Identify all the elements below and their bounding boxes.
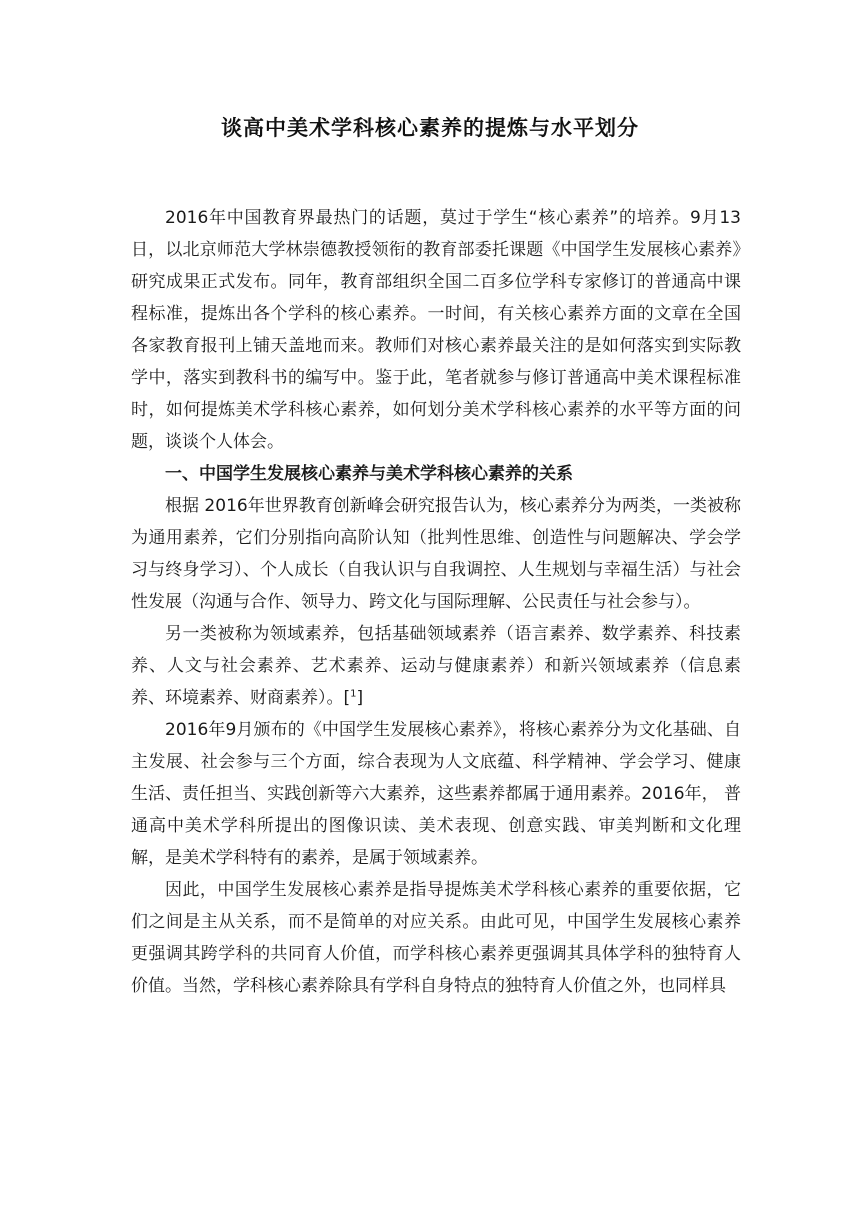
citation-close: ] [356, 688, 364, 708]
paragraph-general-literacy: 根据 2016年世界教育创新峰会研究报告认为，核心素养分为两类，一类被称为通用素养，它们分别指向高阶认知（批判性思维、创造性与问题解决、学会学习与终身学习）、个人成长（自我认识与自我调控、人生规划与幸福生活）与社会性发展（沟通与合作、领导力、跨文化与国际理解、公民责任与社会参与）。 [131, 496, 741, 612]
paragraph-conclusion: 因此，中国学生发展核心素养是指导提炼美术学科核心素养的重要依据，它们之间是主从关系，而不是简单的对应关系。由此可见，中国学生发展核心素养更强调其跨学科的共同育人价值，而学科核心素养更强调其具体学科的独特育人价值。当然，学科核心素养除具有学科自身特点的独特育人价值之外，也同样具 [131, 880, 741, 996]
paragraph-core-literacy-2016: 2016年9月颁布的《中国学生发展核心素养》，将核心素养分为文化基础、自主发展、社会参与三个方面，综合表现为人文底蕴、科学精神、学会学习、健康生活、责任担当、实践创新等六大素养，这些素养都属于通用素养。2016年， 普通高中美术学科所提出的图像识读、美术表现、创意实践、审美判断和文化理解，是美术学科特有的素养，是属于领域素养。 [131, 720, 741, 868]
paragraph-domain-literacy-text: 另一类被称为领域素养，包括基础领域素养（语言素养、数学素养、科技素养、人文与社会素养、艺术素养、运动与健康素养）和新兴领域素养（信息素养、环境素养、财商素养）。[ [131, 624, 741, 708]
citation-ref[interactable]: 1 [350, 688, 357, 700]
document-body [131, 202, 741, 1002]
document-title: 谈高中美术学科核心素养的提炼与水平划分 [221, 116, 639, 140]
paragraph-intro: 2016年中国教育界最热门的话题，莫过于学生“核心素养”的培养。9月13日，以北京师范大学林崇德教授领衔的教育部委托课题《中国学生发展核心素养》研究成果正式发布。同年，教育部组织全国二百多位学科专家修订的普通高中课程标准，提炼出各个学科的核心素养。一时间，有关核心素养方面的文章在全国各家教育报刊上铺天盖地而来。教师们对核心素养最关注的是如何落实到实际教学中，落实到教科书的编写中。鉴于此，笔者就参与修订普通高中美术课程标准时，如何提炼美术学科核心素养，如何划分美术学科核心素养的水平等方面的问题，谈谈个人体会。 [131, 208, 741, 452]
section-heading-1: 一、中国学生发展核心素养与美术学科核心素养的关系 [165, 464, 573, 484]
paragraph-domain-literacy [131, 618, 741, 714]
